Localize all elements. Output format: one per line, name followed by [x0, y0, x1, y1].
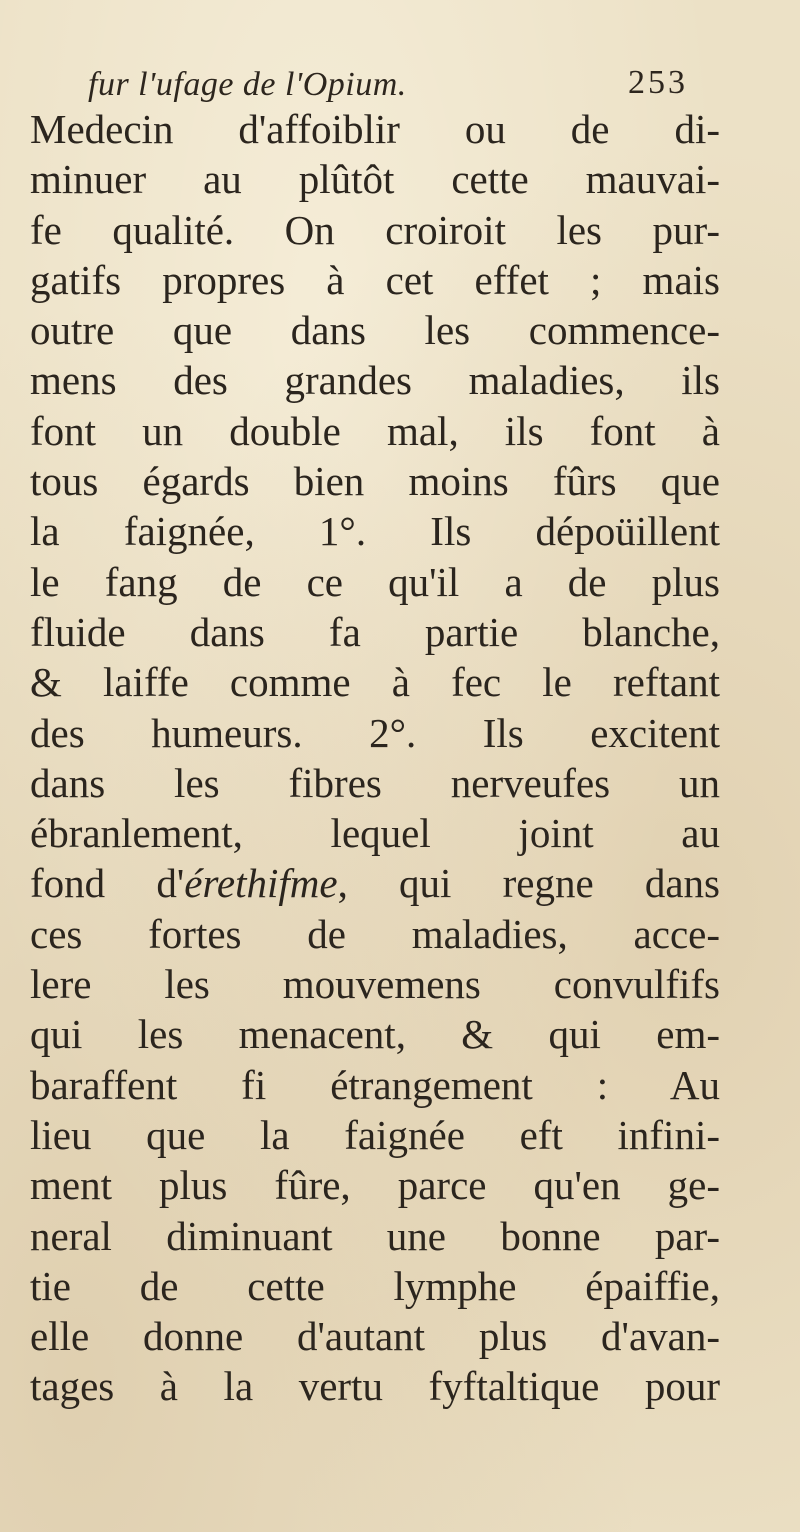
text-line: ces fortes de maladies, acce-	[30, 910, 720, 957]
page-header	[88, 60, 688, 110]
text-line: ment plus fûre, parce qu'en ge-	[30, 1162, 720, 1209]
text-line: outre que dans les commence-	[30, 307, 720, 354]
text-line: dans les fibres nerveufes un	[30, 759, 720, 806]
text-line: lere les mouvemens convulfifs	[30, 961, 720, 1008]
text-line: font un double mal, ils font à	[30, 407, 720, 454]
text-line: tie de cette lymphe épaiffie,	[30, 1262, 720, 1309]
text-line: tages à la vertu fyftaltique pour	[30, 1363, 720, 1410]
text-line: des humeurs. 2°. Ils excitent	[30, 709, 720, 756]
text-line: mens des grandes maladies, ils	[30, 357, 720, 404]
text-line: qui les menacent, & qui em-	[30, 1011, 720, 1058]
text-line: fe qualité. On croiroit les pur-	[30, 206, 720, 253]
text-line: neral diminuant une bonne par-	[30, 1212, 720, 1259]
page-number: 253	[628, 64, 688, 101]
italic-term: érethifme	[184, 860, 338, 907]
running-title: fur l'ufage de l'Opium.	[88, 66, 407, 103]
text-segment: fond d'	[30, 860, 185, 907]
text-line-with-italic	[30, 858, 720, 908]
text-line: tous égards bien moins fûrs que	[30, 458, 720, 505]
text-line: lieu que la faignée eft infini-	[30, 1111, 720, 1158]
text-line: le fang de ce qu'il a de plus	[30, 558, 720, 605]
text-segment: , qui regne dans	[337, 860, 721, 907]
text-line: la faignée, 1°. Ils dépoüillent	[30, 508, 720, 555]
text-line: baraffent fi étrangement : Au	[30, 1061, 720, 1108]
text-line: & laiffe comme à fec le reftant	[30, 659, 720, 706]
text-line: Medecin d'affoiblir ou de di-	[30, 106, 720, 152]
body-text	[30, 104, 720, 1412]
text-line: gatifs propres à cet effet ; mais	[30, 256, 720, 303]
text-line: minuer au plûtôt cette mauvai-	[30, 156, 720, 203]
text-line: ébranlement, lequel joint au	[30, 810, 720, 857]
text-line: fluide dans fa partie blanche,	[30, 608, 720, 655]
text-line: elle donne d'autant plus d'avan-	[30, 1313, 720, 1360]
